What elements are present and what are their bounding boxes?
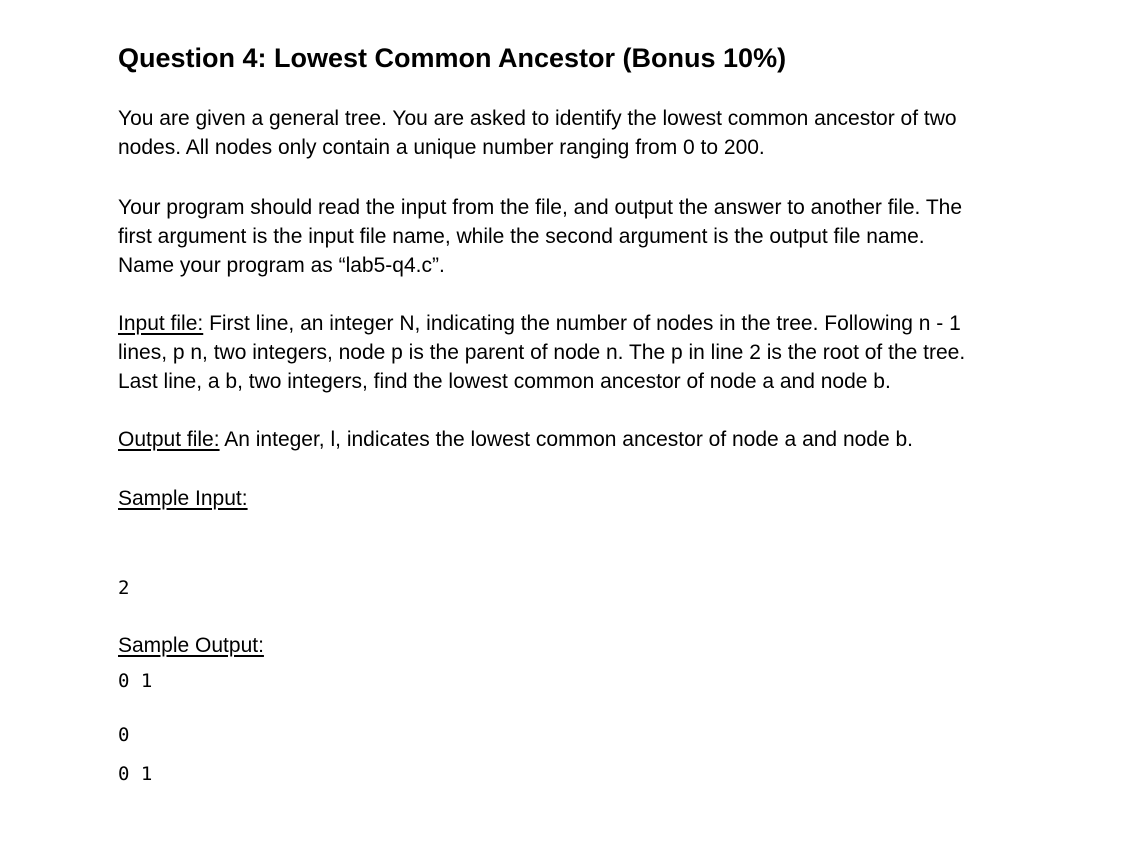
- program-paragraph: [118, 193, 962, 280]
- question-title: Question 4: Lowest Common Ancestor (Bonus 10%): [118, 43, 787, 73]
- output-file-label: Output file:: [118, 428, 220, 451]
- intro-paragraph: [118, 104, 957, 162]
- program-line: Your program should read the input from the file, and output the answer to another file. The: [118, 196, 963, 219]
- input-file-text: First line, an integer N, indicating the number of nodes in the tree. Following n - 1: [203, 312, 961, 335]
- program-line: first argument is the input file name, while the second argument is the output file name.: [118, 225, 925, 248]
- input-file-line: Last line, a b, two integers, find the lowest common ancestor of node a and node b.: [118, 370, 891, 393]
- input-file-line: lines, p n, two integers, node p is the parent of node n. The p in line 2 is the root of the tree.: [118, 341, 966, 364]
- input-file-paragraph: [118, 309, 965, 396]
- sample-input-line: 2: [118, 577, 130, 599]
- sample-output-label: Sample Output:: [118, 634, 264, 657]
- output-file-paragraph: [118, 425, 913, 454]
- intro-line: You are given a general tree. You are asked to identify the lowest common ancestor of two: [118, 107, 957, 130]
- sample-output-block: [118, 658, 164, 813]
- output-file-text: An integer, l, indicates the lowest common ancestor of node a and node b.: [219, 428, 914, 451]
- input-file-first-line: [118, 309, 965, 338]
- sample-output-line: 0: [118, 724, 130, 746]
- output-file-line: [118, 425, 913, 454]
- sample-input-line: 0 1: [118, 670, 153, 692]
- sample-input-line: 0 1: [118, 763, 153, 785]
- sample-input-label: Sample Input:: [118, 487, 248, 510]
- sample-output-heading: [118, 631, 264, 660]
- program-line: Name your program as “lab5-q4.c”.: [118, 254, 445, 277]
- input-file-label: Input file:: [118, 312, 204, 335]
- sample-input-heading: [118, 484, 248, 513]
- intro-line: nodes. All nodes only contain a unique number ranging from 0 to 200.: [118, 136, 765, 159]
